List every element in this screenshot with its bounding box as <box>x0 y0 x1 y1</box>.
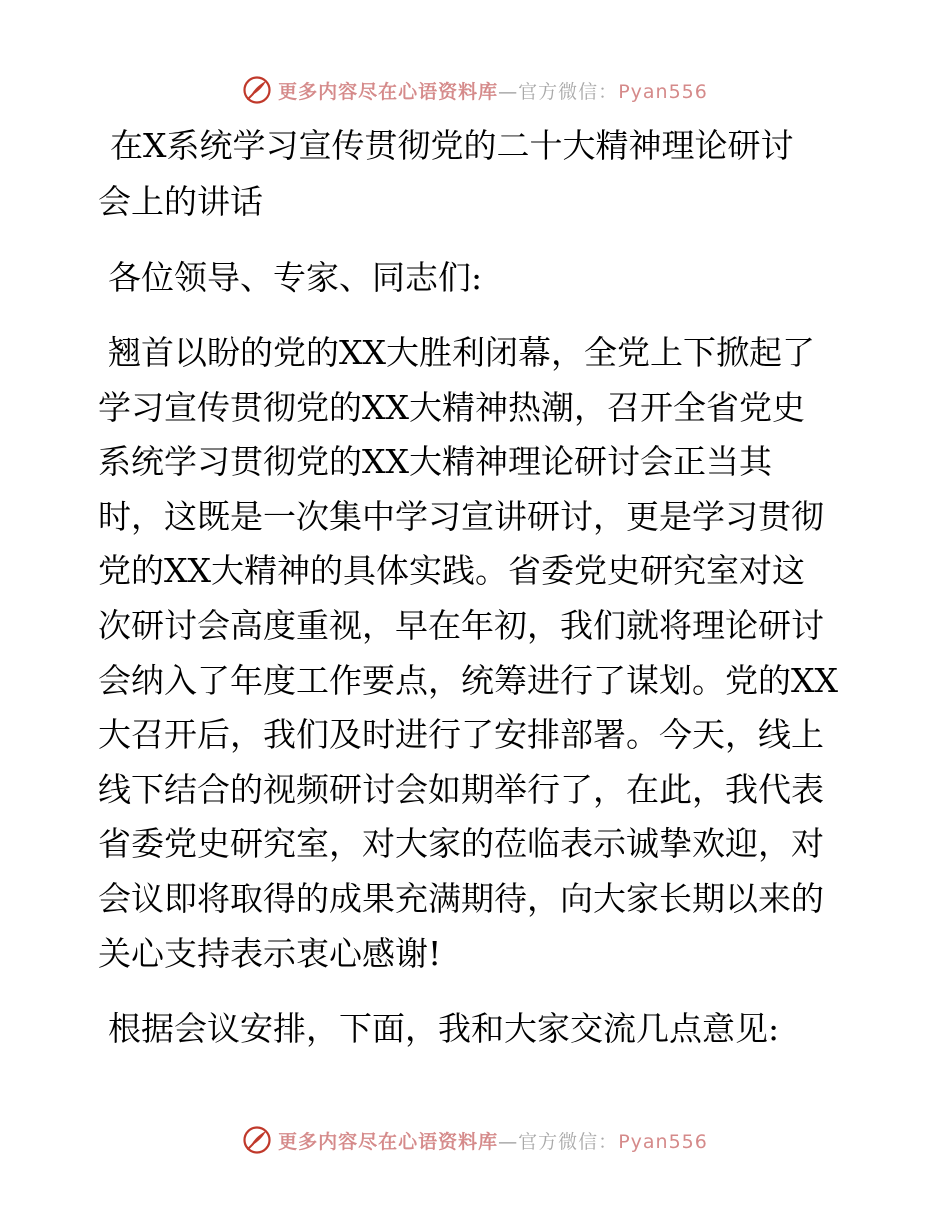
paragraph-line: 大召开后，我们及时进行了安排部署。今天，线上 <box>98 715 824 755</box>
closing-sentence: 根据会议安排，下面，我和大家交流几点意见: <box>108 1009 780 1049</box>
watermark-brand: 更多内容尽在心语资料库 <box>278 1130 499 1153</box>
watermark-brand: 更多内容尽在心语资料库 <box>278 80 499 103</box>
watermark-text <box>278 77 708 104</box>
quill-logo-icon <box>242 75 272 105</box>
paragraph-line: 会议即将取得的成果充满期待，向大家长期以来的 <box>98 878 824 918</box>
paragraph-line: 翘首以盼的党的XX大胜利闭幕，全党上下掀起了 <box>108 333 815 372</box>
paragraph-line: 关心支持表示衷心感谢! <box>98 933 442 973</box>
watermark-inner <box>242 75 708 105</box>
paragraph-line: 会纳入了年度工作要点，统筹进行了谋划。党的XX <box>98 660 838 700</box>
watermark-wechat-id: Pyan556 <box>618 80 708 103</box>
paragraph-line: 系统学习贯彻党的XX大精神理论研讨会正当其 <box>98 442 772 482</box>
paragraph-line: 党的XX大精神的具体实践。省委党史研究室对这 <box>98 551 805 591</box>
document-title <box>98 118 868 230</box>
paragraph-line: 学习宣传贯彻党的XX大精神热潮，召开全省党史 <box>98 387 805 427</box>
watermark-inner <box>242 1125 708 1155</box>
watermark-label: 官方微信： <box>518 1130 619 1153</box>
watermark-separator: — <box>498 80 519 103</box>
watermark-wechat-id: Pyan556 <box>618 1130 708 1153</box>
paragraph-line: 省委党史研究室，对大家的莅临表示诚挚欢迎，对 <box>98 824 824 864</box>
greeting: 各位领导、专家、同志们: <box>108 258 483 297</box>
title-line-2: 会上的讲话 <box>98 182 263 221</box>
paragraph-line: 线下结合的视频研讨会如期举行了，在此，我代表 <box>98 769 824 809</box>
document-body <box>98 118 868 1057</box>
paragraph-line: 次研讨会高度重视，早在年初，我们就将理论研讨 <box>98 605 824 645</box>
paragraph-line: 时，这既是一次集中学习宣讲研讨，更是学习贯彻 <box>98 496 824 536</box>
watermark-text <box>278 1127 708 1154</box>
main-paragraph <box>98 326 868 981</box>
header-watermark <box>0 73 950 107</box>
quill-logo-icon <box>242 1125 272 1155</box>
footer-watermark <box>0 1123 950 1157</box>
watermark-separator: — <box>498 1130 519 1153</box>
watermark-label: 官方微信： <box>518 80 619 103</box>
title-line-1: 在X系统学习宣传贯彻党的二十大精神理论研讨 <box>110 126 794 165</box>
